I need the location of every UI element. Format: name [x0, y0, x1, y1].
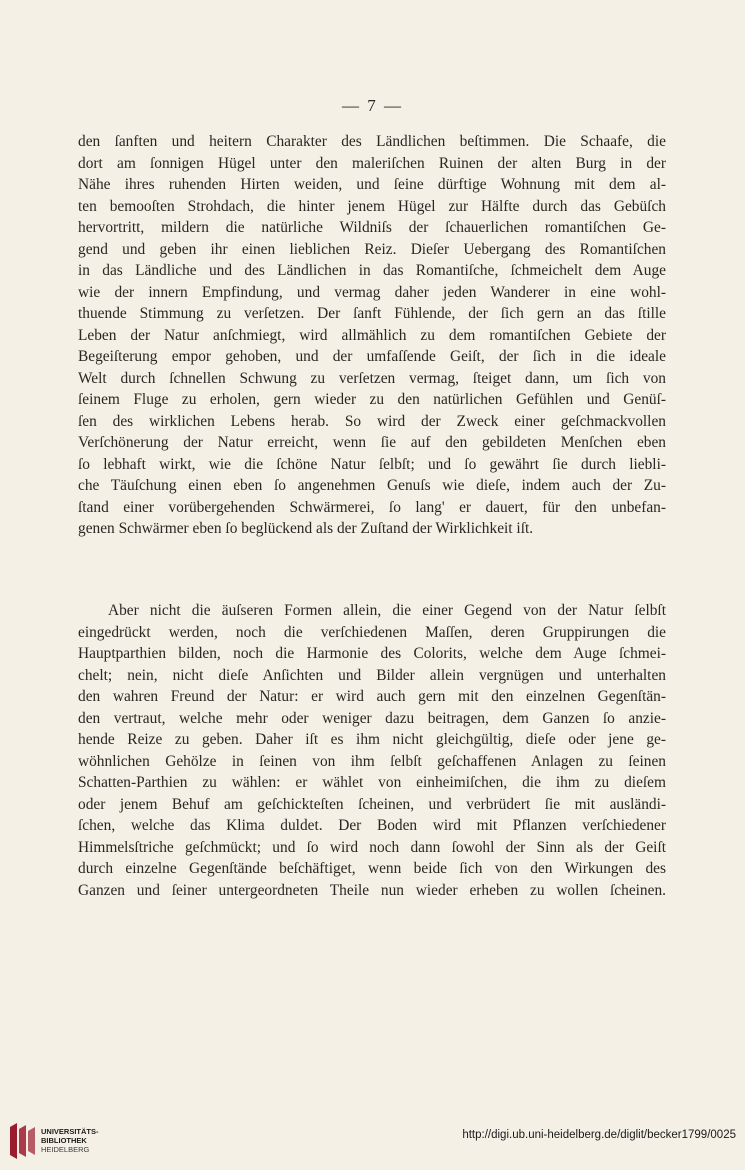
text-line: thuende Stimmung zu verſetzen. Der ſanft Fühlende, der ſich gern an das ſtille: [78, 305, 666, 322]
text-line: ſen des wirklichen Lebens herab. So wird der Zweck einer geſchmackvollen: [78, 412, 666, 430]
text-line: hervortritt, mildern die natürliche Wildniſs der ſchauerlichen romantiſchen Ge-: [78, 219, 666, 236]
text-line: Nähe ihres ruhenden Hirten weiden, und ſeine dürftige Wohnung mit dem al-: [78, 176, 666, 193]
text-line: in das Ländliche und des Ländlichen in das Romantiſche, ſchmeichelt dem Auge: [78, 262, 666, 279]
library-name-line: UNIVERSITÄTS-: [41, 1127, 99, 1136]
text-line: hende Reize zu geben. Daher iſt es ihm nicht gleichgültig, dieſe oder jene ge-: [78, 731, 666, 748]
library-name-line: BIBLIOTHEK: [41, 1136, 87, 1145]
text-line: den wahren Freund der Natur: er wird auch gern mit den einzelnen Gegenſtän-: [78, 688, 666, 705]
text-line: gend und geben ihr einen lieblichen Reiz. Dieſer Uebergang des Romantiſchen: [78, 240, 666, 258]
text-line: Himmelsſtriche geſchmückt; und ſo wird noch dann ſowohl der Sinn als der Geiſt: [78, 838, 666, 856]
page-number: — 7 —: [342, 96, 403, 115]
footer: [0, 1118, 745, 1170]
paragraph-2: [78, 600, 666, 901]
text-line: ſchen, welche das Klima duldet. Der Boden wird mit Pflanzen verſchiedener: [78, 817, 666, 834]
text-line: den ſanften und heitern Charakter des Ländlichen beſtimmen. Die Schaafe, die: [78, 133, 666, 150]
text-line: che Täuſchung einen eben ſo angenehmen Genuſs wie dieſe, indem auch der Zu-: [78, 477, 666, 494]
text-line: oder jenem Behuf am geſchickteſten ſcheinen, und verbrüdert ſie mit ausländi-: [78, 795, 666, 813]
text-line: ſtand einer vorübergehenden Schwärmerei, ſo lang' er dauert, für den unbefan-: [78, 498, 666, 516]
text-line: den vertraut, welche mehr oder weniger dazu beitragen, dem Ganzen ſo anzie-: [78, 709, 666, 727]
text-line: ſeinem Fluge zu erholen, gern wieder zu den natürlichen Gefühlen und Genüſ-: [78, 391, 666, 408]
text-line: Leben der Natur anſchmiegt, wird allmählich zu dem romantiſchen Gebiete der: [78, 326, 666, 344]
source-url-link[interactable]: http://digi.ub.uni-heidelberg.de/diglit/becker1799/0025: [462, 1129, 736, 1141]
text-line: genen Schwärmer eben ſo beglückend als der Zuſtand der Wirklichkeit iſt.: [78, 520, 534, 537]
text-line: wöhnlichen Gehölze in ſeinen von ihm ſelbſt geſchaffenen Anlagen zu ſeinen: [78, 752, 666, 770]
text-line: dort am ſonnigen Hügel unter den maleriſchen Ruinen der alten Burg in der: [78, 154, 666, 172]
text-line: Aber nicht die äuſseren Formen allein, die einer Gegend von der Natur ſelbſt: [108, 602, 666, 619]
paragraph-1: [78, 131, 666, 540]
text-line: Begeiſterung empor gehoben, und der umfaſſende Geiſt, der ſich in die ideale: [78, 348, 666, 365]
text-line: Hauptparthien bilden, noch die Harmonie des Colorits, welche dem Auge ſchmei-: [78, 645, 666, 662]
text-line: ten bemooſten Strohdach, die hinter jenem Hügel zur Hälfte durch das Gebüſch: [78, 197, 666, 215]
text-line: Verſchönerung der Natur erreicht, wenn ſie auf den gebildeten Menſchen eben: [78, 434, 666, 451]
text-line: chelt; nein, nicht dieſe Anſichten und Bilder allein vergnügen und unterhalten: [78, 666, 666, 684]
library-name: [41, 1127, 99, 1154]
text-line: durch einzelne Gegenſtände beſchäftiget, wenn beide ſich von den Wirkungen des: [78, 860, 666, 877]
library-name-line: HEIDELBERG: [41, 1145, 90, 1154]
text-line: wie der innern Empfindung, und vermag daher jeden Wanderer in eine wohl-: [78, 283, 666, 301]
text-line: Schatten-Parthien zu wählen: er wählet von einheimiſchen, die ihm zu dieſem: [78, 774, 666, 791]
text-line: Welt durch ſchnellen Schwung zu verſetzen vermag, ſteiget dann, um ſich von: [78, 369, 666, 387]
text-line: eingedrückt werden, noch die verſchiedenen Maſſen, deren Gruppirungen die: [78, 623, 666, 641]
text-line: Ganzen und ſeiner untergeordneten Theile nun wieder erheben zu wollen ſcheinen.: [78, 881, 666, 899]
text-line: ſo lebhaft wirkt, wie die ſchöne Natur ſelbſt; und ſo gewährt ſie durch liebli-: [78, 455, 666, 473]
university-library-logo-icon: [8, 1123, 36, 1159]
